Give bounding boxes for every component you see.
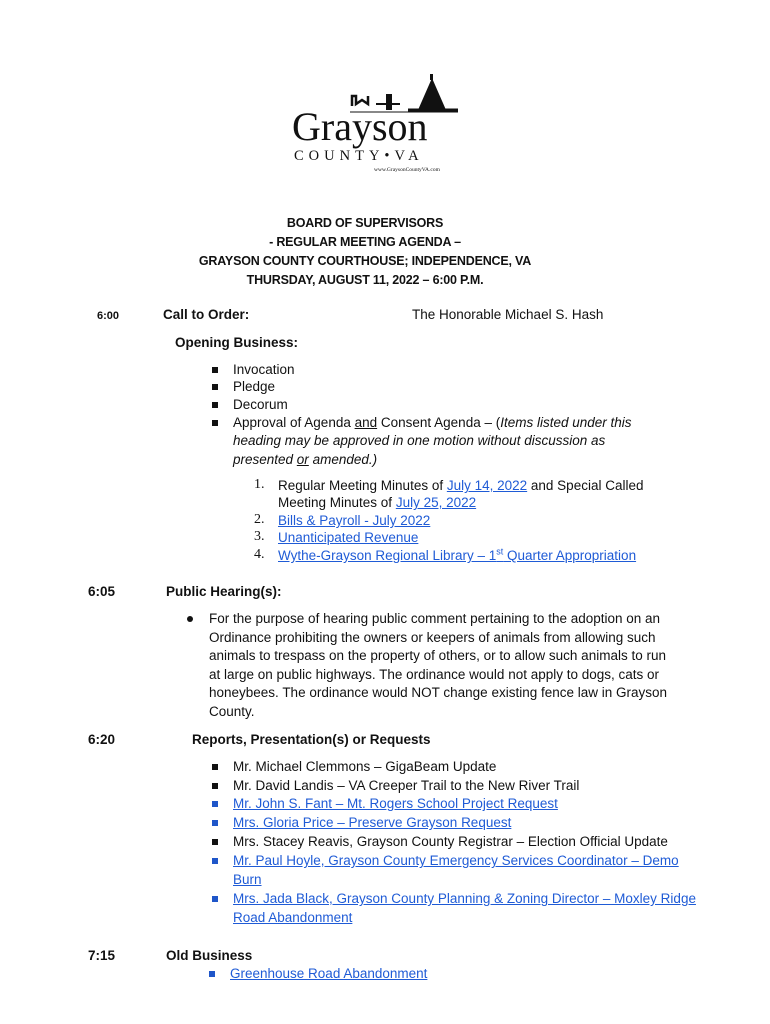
link-july-25-minutes[interactable]: July 25, 2022 — [395, 495, 477, 510]
courthouse-logo-icon — [290, 74, 470, 178]
link-hoyle-demo-burn[interactable]: Mr. Paul Hoyle, Grayson County Emergency Services Coordinator – Demo Burn — [233, 853, 679, 887]
bullet-icon — [209, 971, 215, 977]
opening-business-heading: Opening Business: — [175, 335, 299, 350]
item-number: 3. — [254, 529, 265, 544]
link-price-request[interactable]: Mrs. Gloria Price – Preserve Grayson Request — [233, 815, 512, 830]
approval-agenda-line2: heading may be approved in one motion without discussion as — [233, 433, 606, 448]
public-hearing-heading: Public Hearing(s): — [166, 584, 282, 599]
public-hearing-description: For the purpose of hearing public comment pertaining to the adoption on an Ordinance prohibiting the owners or keepers of animals from allowing such animals to trespass on the property of others, or to allow such animals to run at large on public highways. The ordinance would not apply to dogs, cats or honeybees. The ordinance would NOT change existing fence law in Grayson County. — [209, 611, 668, 719]
bullet-icon — [212, 858, 218, 864]
approval-agenda-line1: Approval of Agenda and Consent Agenda – (Items listed under this — [233, 415, 632, 430]
bullet-icon — [212, 420, 218, 426]
header-date-time: THURSDAY, AUGUST 11, 2022 – 6:00 P.M. — [246, 273, 484, 287]
item-number: 4. — [254, 547, 265, 562]
presiding-officer: The Honorable Michael S. Hash — [412, 307, 604, 322]
logo-wordmark: Grayson — [292, 104, 428, 149]
time-6-05: 6:05 — [88, 584, 116, 599]
old-business-heading: Old Business — [166, 948, 253, 963]
logo-url-text: www.GraysonCountyVA.com — [374, 167, 440, 173]
bullet-icon — [212, 384, 218, 390]
bullet-icon — [212, 402, 218, 408]
approval-agenda-line3: presented or amended.) — [233, 452, 378, 467]
report-item-clemmons: Mr. Michael Clemmons – GigaBeam Update — [233, 759, 497, 774]
bullet-icon — [212, 801, 218, 807]
report-item-reavis: Mrs. Stacey Reavis, Grayson County Registrar – Election Official Update — [233, 834, 668, 849]
list-item-invocation: Invocation — [233, 362, 295, 377]
bullet-icon — [212, 783, 218, 789]
link-unanticipated-revenue[interactable]: Unanticipated Revenue — [278, 530, 419, 545]
logo-county-text: COUNTY•VA — [294, 148, 424, 164]
bullet-icon — [212, 839, 218, 845]
link-greenhouse-road[interactable]: Greenhouse Road Abandonment — [230, 966, 428, 981]
bullet-icon — [212, 820, 218, 826]
link-fant-request[interactable]: Mr. John S. Fant – Mt. Rogers School Project Request — [233, 796, 558, 811]
header-meeting-type: - REGULAR MEETING AGENDA – — [269, 235, 461, 249]
minutes-item-line2: Meeting Minutes of July 25, 2022 — [278, 495, 477, 510]
bullet-icon — [212, 367, 218, 373]
item-number: 2. — [254, 512, 265, 527]
report-item-landis: Mr. David Landis – VA Creeper Trail to the New River Trail — [233, 778, 580, 793]
link-black-road-abandonment[interactable]: Mrs. Jada Black, Grayson County Planning & Zoning Director – Moxley Ridge Road Abandonment — [233, 891, 696, 925]
link-july-14-minutes[interactable]: July 14, 2022 — [446, 478, 528, 493]
item-number: 1. — [254, 477, 265, 492]
link-bills-payroll[interactable]: Bills & Payroll - July 2022 — [278, 513, 431, 528]
call-to-order-heading: Call to Order: — [163, 307, 250, 322]
header-board-title: BOARD OF SUPERVISORS — [286, 216, 444, 230]
time-7-15: 7:15 — [88, 948, 116, 963]
header-location: GRAYSON COUNTY COURTHOUSE; INDEPENDENCE, VA — [198, 254, 532, 268]
time-6-00: 6:00 — [97, 310, 120, 322]
time-6-20: 6:20 — [88, 732, 116, 747]
link-library-appropriation[interactable]: Wythe-Grayson Regional Library – 1st Quarter Appropriation — [278, 546, 637, 563]
reports-heading: Reports, Presentation(s) or Requests — [192, 732, 431, 747]
grayson-county-logo — [290, 74, 470, 178]
minutes-item-line1: Regular Meeting Minutes of July 14, 2022 and Special Called — [278, 478, 644, 493]
list-item-decorum: Decorum — [233, 397, 288, 412]
bullet-dot-icon — [187, 616, 193, 622]
list-item-pledge: Pledge — [233, 379, 276, 394]
bullet-icon — [212, 896, 218, 902]
bullet-icon — [212, 764, 218, 770]
